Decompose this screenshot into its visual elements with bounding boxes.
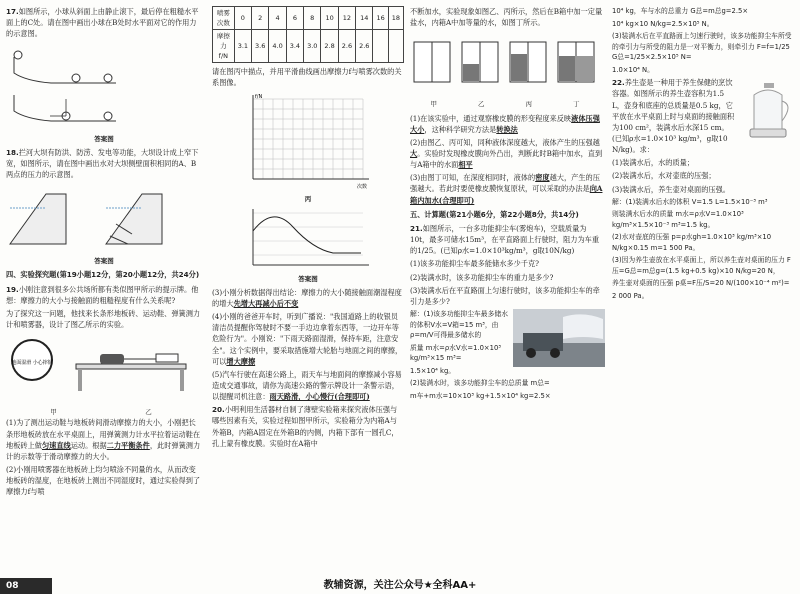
column-1: [6, 6, 202, 499]
q20-figure: [410, 32, 605, 94]
solution-22-line-4: (3)因为养生壶放在水平桌面上，所以养生壶对桌面的压力 F压=G总=m总g=(1.5 kg+0.5 kg)×10 N/kg=20 N，: [612, 256, 791, 275]
label-bing: 丙: [525, 100, 532, 109]
chart-xlabel: 次数: [357, 183, 368, 190]
caption-answer-figure-17: 答案图: [94, 134, 114, 143]
solution-22-line-1: 解：(1)装满水后水的体积 V=1.5 L=1.5×10⁻³ m³: [612, 197, 768, 206]
solution-21-line-8: (3)装满水后在平直路面上匀速行驶时，该多功能抑尘车所受的牵引力与所受的阻力是一对平衡力，则牵引力 F=f=1/25 G总=1/25×2.5×10⁵ N=: [612, 32, 792, 62]
figure-labels-19: [6, 407, 196, 417]
label-yi: 乙: [145, 408, 152, 417]
question-17: 17.如图所示，小球从斜面上由静止滚下，最后停在粗糙水平面上的C处。请在图中画出小球在B处时水平面对它的作用力的示意图。: [6, 7, 199, 39]
caption-answer-figure-18: 答案图: [94, 257, 114, 266]
question-20-part-2: (2)由图乙、丙可知，同种液体深度越大，液体产生的压强越大。实验时发现橡皮膜向外凸出，判断此时B箱中加水，直到与A箱中的水面相平: [410, 137, 603, 170]
answer-curve-chart: [233, 207, 383, 273]
question-22: 22.养生壶是一种用于养生保健的烹饮容器。如图所示的养生壶容积为1.5 L，壶身和底座的总质量是0.5 kg，它平放在水平桌面上时与桌面的接触面积为100 cm²，装满水后水深15 cm。(已知ρ水=1.0×10³ kg/m³，g取10 N/kg)。求：: [612, 78, 735, 155]
table-row: 摩擦力f/N 3.1 3.6 4.0 3.4 3.0 2.8 2.6 2.6: [213, 30, 404, 63]
sign-text: 地面湿滑 小心摔倒: [11, 360, 53, 367]
grid-chart-bing: [233, 91, 383, 193]
question-19-part-1: (1)为了测出运动鞋与地板砖间滑动摩擦力的大小，小刚把长条形地板砖放在水平桌面上，用弹簧测力计水平拉着运动鞋在地板砖上做匀速直线运动。根据二力平衡条件，此时弹簧测力计的示数等于滑动摩擦力的大小。: [6, 418, 201, 461]
solution-21-line-2: 质量 m水=ρ水V水=1.0×10³ kg/m³×15 m³=: [410, 343, 501, 363]
question-22-part-3: (3)装满水后，养生壶对桌面的压强。: [612, 184, 730, 194]
question-22-part-2: (2)装满水后，水对壶底的压强；: [612, 171, 716, 181]
solution-21-line-6: 10⁴ kg，车与水的总重力 G总=m总g=2.5×: [612, 7, 749, 15]
column-3: [410, 6, 605, 403]
solution-21-line-9: 1.0×10⁴ N。: [612, 65, 654, 74]
solution-21-line-4: (2)装满水时，该多功能抑尘车的总质量 m总=: [410, 379, 550, 388]
solution-21-line-5: m车+m水=10×10³ kg+1.5×10⁴ kg=2.5×: [410, 391, 551, 400]
solution-21-line-3: 1.5×10⁴ kg。: [410, 366, 456, 375]
table-row: 喷雾次数 0 2 4 6 8 10 12 14 16 18: [213, 7, 404, 30]
solution-22-line-5: 养生壶对桌面的压强 p桌=F压/S=20 N/(100×10⁻⁴ m²)=: [612, 279, 790, 288]
question-19-part-2: (2)小刚用喷雾器在地板砖上均匀喷涂不同量的水，从而改变地板砖的湿度，在地板砖上测出不同湿度时，通过实验得到了摩擦力f与喷: [6, 465, 201, 497]
question-21-part-2: (2)装满水时，该多功能抑尘车的重力是多少?: [410, 272, 554, 282]
section-4-heading: 四、实验探究题(第19小题12分，第20小题12分，共24分): [6, 270, 200, 280]
solution-22-line-2: 则装满水后水的质量 m水=ρ水V=1.0×10³ kg/m³×1.5×10⁻³ m³=1.5 kg。: [612, 210, 744, 229]
label-jia: 甲: [50, 408, 57, 417]
column-4: [612, 6, 796, 304]
q19-figure: [6, 334, 196, 402]
solution-21-line-7: 10⁴ kg×10 N/kg=2.5×10⁵ N。: [612, 19, 714, 28]
label-jia: 甲: [430, 100, 437, 109]
question-19-part-3: (3)小刚分析数据得出结论：摩擦力的大小随接触面潮湿程度的增大先增大再减小后不变: [212, 287, 402, 308]
health-pot-image: [740, 77, 796, 139]
q18-figure: [6, 184, 196, 250]
question-19: 19.小刚注意到很多公共场所都有类似图甲所示的提示牌。他想：摩擦力的大小与接触面的粗糙程度有什么关系呢?: [6, 284, 199, 305]
chart-ylabel: f/N: [255, 93, 263, 100]
section-5-heading: 五、计算题(第21小题6分，第22小题8分，共14分): [410, 209, 579, 219]
question-19-part-4: (4)小刚的爸爸开车时，听到广播说："我国道路上的收银员清洁员提醒你驾驶时不要一手边边拿着东西等，一边开车等危险行为"。小刚说："下雨天路面湿滑，保持车距，注意安全"。这个实例中，要采取措施增大轮胎与地面之间的摩擦，可以增大摩擦: [212, 312, 403, 366]
label-yi: 乙: [478, 100, 485, 109]
solution-21-line-1: 解：(1)该多功能抑尘车最多储水的体积V水=V箱=15 m³，由ρ=m/V可得最多储水的: [410, 310, 508, 340]
question-18: 18.拦河大坝有防洪、防涝、发电等功能，大坝设计成上窄下宽，如图所示，请在图中画出水对大坝侧壁面积相同的A、B两点的压力的示意图。: [6, 147, 199, 179]
caption-answer-chart: 答案图: [298, 274, 318, 283]
table-description: 请在图丙中描点，并用平滑曲线画出摩擦力f与喷雾次数的关系图像。: [212, 67, 402, 88]
question-21-part-1: (1)该多功能抑尘车最多能储水多少千克?: [410, 259, 540, 269]
question-20: 20.小明利用生活器材自制了薄壁实验箱来探究液体压强与哪些因素有关，实验过程如图甲所示，实验箱分为内箱A与外箱B，内箱A固定在外箱B的内侧，内箱下部有一圆孔C，孔上蒙有橡皮膜。实验时在A箱中: [212, 405, 399, 448]
column-2: [212, 6, 404, 451]
page-number-tab: 08: [0, 578, 52, 594]
page-footer: 教辅资源，关注公众号★全科AA+: [323, 579, 477, 591]
label-ding: 丁: [573, 100, 580, 109]
question-21: 21.如图所示，一台多功能抑尘车(雾炮车)，空载质量为10t，最多可储水15m³，在平直路面上行驶时，阻力为车重的1/25。(已知ρ水=1.0×10³kg/m³，g取10N/kg): [410, 223, 600, 256]
question-20-part-1: (1)在该实验中，通过观察橡皮膜的形变程度来反映液体压强大小，这种科学研究方法是转换法: [410, 113, 600, 134]
question-22-part-1: (1)装满水后，水的质量；: [612, 158, 695, 168]
solution-22-line-6: 2 000 Pa。: [612, 292, 649, 300]
chart-label-bing: 丙: [304, 194, 312, 203]
question-19-part-5: (5)汽车行驶在高速公路上，雨天车与地面间的摩擦减小容易造成交通事故，请你为高速公路的警示牌设计一条警示语，以提醒司机注意：雨天路滑，小心慢行(合理即可): [212, 369, 402, 402]
figure-labels-20: [410, 99, 600, 109]
question-20-part-3: (3)由图丁可知，在深度相同时，液体的密度越大，产生的压强越大。若此时要使橡皮膜恢复原状，可以采取的办法是向A箱内加水(合理即可): [410, 173, 603, 205]
question-19-setup: 为了探究这一问题，他找来长条形地板砖、运动鞋、弹簧测力计和喷雾器，设计了图乙所示的实验。: [6, 308, 201, 329]
question-21-part-3: (3)装满水后在平直路面上匀速行驶时，该多功能抑尘车的牵引力是多少?: [410, 285, 600, 306]
question-20-continued: 不断加水，实验现象如图乙、丙所示，然后在B箱中加一定量盐水，内箱A中加等量的水，如图丁所示。: [410, 7, 603, 28]
dust-suppression-truck-photo: [513, 309, 605, 367]
solution-22-line-3: (2)水对壶底的压强 p=ρ水gh=1.0×10³ kg/m³×10 N/kg×0.15 m=1 500 Pa。: [612, 233, 772, 252]
data-table: [212, 6, 404, 63]
q17-figure: [6, 43, 196, 127]
